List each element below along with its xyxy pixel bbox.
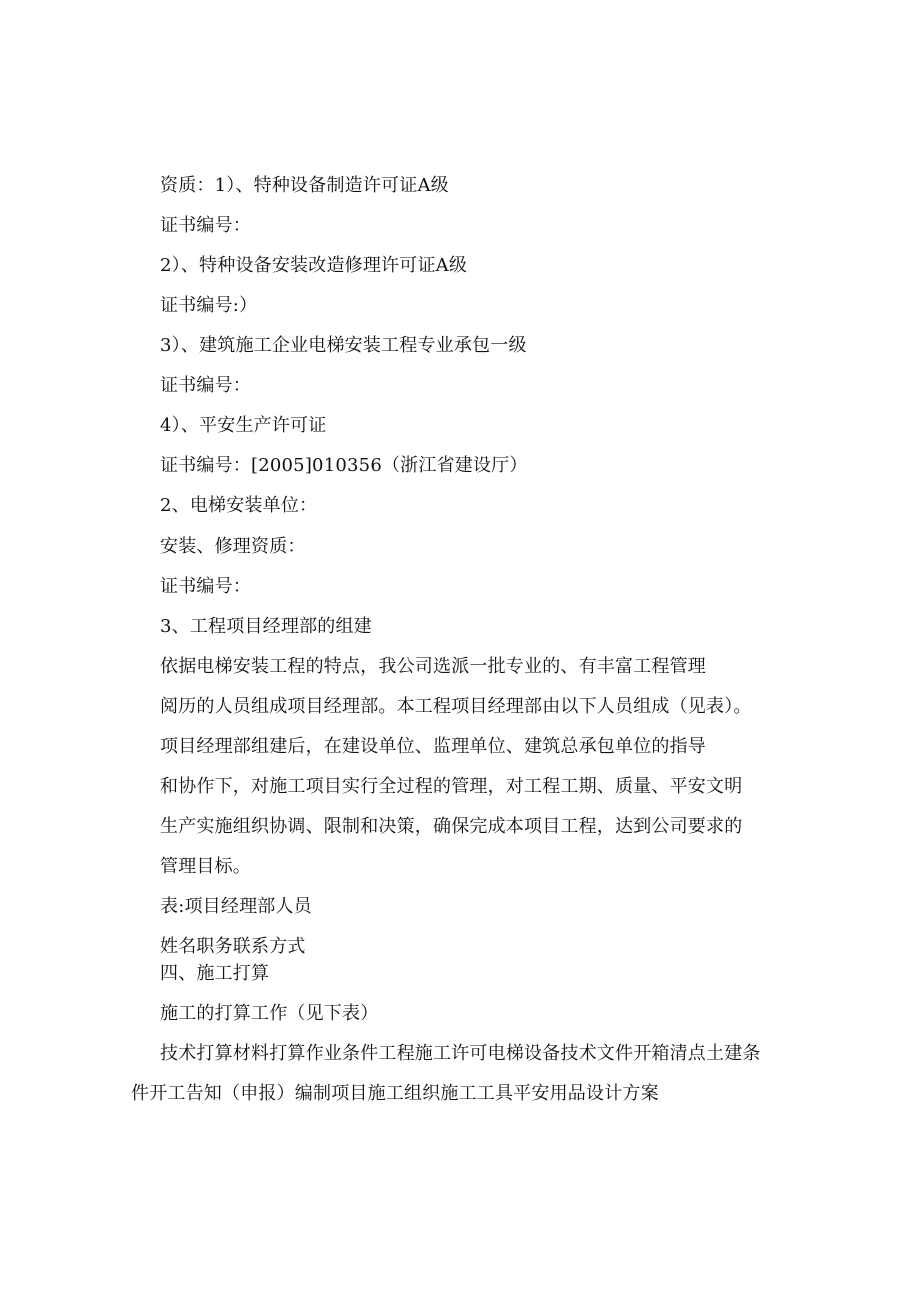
qualification-1-line: 资质：1）、特种设备制造许可证A级 [160, 175, 449, 196]
paragraph-line: 施工的打算工作（见下表） [160, 1003, 379, 1024]
certificate-number-line: 证书编号:） [160, 295, 258, 316]
paragraph-line: 阅历的人员组成项目经理部。本工程项目经理部由以下人员组成（见表）。 [160, 696, 752, 717]
installation-qualification-line: 安装、修理资质： [160, 536, 306, 557]
table-caption: 表:项目经理部人员 [160, 896, 312, 917]
paragraph-line: 和协作下，对施工项目实行全过程的管理，对工程工期、质量、平安文明 [160, 776, 743, 797]
paragraph-line: 生产实施组织协调、限制和决策，确保完成本项目工程，达到公司要求的 [160, 816, 743, 837]
section-heading: 3、工程项目经理部的组建 [160, 616, 372, 637]
table-header-line: 姓名职务联系方式 [160, 936, 306, 957]
section-heading: 四、施工打算 [160, 963, 270, 984]
paragraph-line: 项目经理部组建后，在建设单位、监理单位、建筑总承包单位的指导 [160, 736, 706, 757]
paragraph-line: 管理目标。 [160, 856, 251, 877]
paragraph-line: 技术打算材料打算作业条件工程施工许可电梯设备技术文件开箱清点土建条 [160, 1043, 761, 1064]
qualification-3-line: 3）、建筑施工企业电梯安装工程专业承包一级 [160, 335, 527, 356]
qualification-4-line: 4）、平安生产许可证 [160, 415, 327, 436]
paragraph-line: 件开工告知（申报）编制项目施工组织施工工具平安用品设计方案 [131, 1083, 659, 1104]
qualification-2-line: 2）、特种设备安装改造修理许可证A级 [160, 255, 468, 276]
certificate-number-line: 证书编号：[2005]010356（浙江省建设厅） [160, 455, 528, 476]
paragraph-line: 依据电梯安装工程的特点，我公司选派一批专业的、有丰富工程管理 [160, 656, 706, 677]
section-heading: 2、电梯安装单位： [160, 495, 318, 516]
certificate-number-line: 证书编号： [160, 215, 251, 236]
certificate-number-line: 证书编号： [160, 375, 251, 396]
certificate-number-line: 证书编号： [160, 576, 251, 597]
